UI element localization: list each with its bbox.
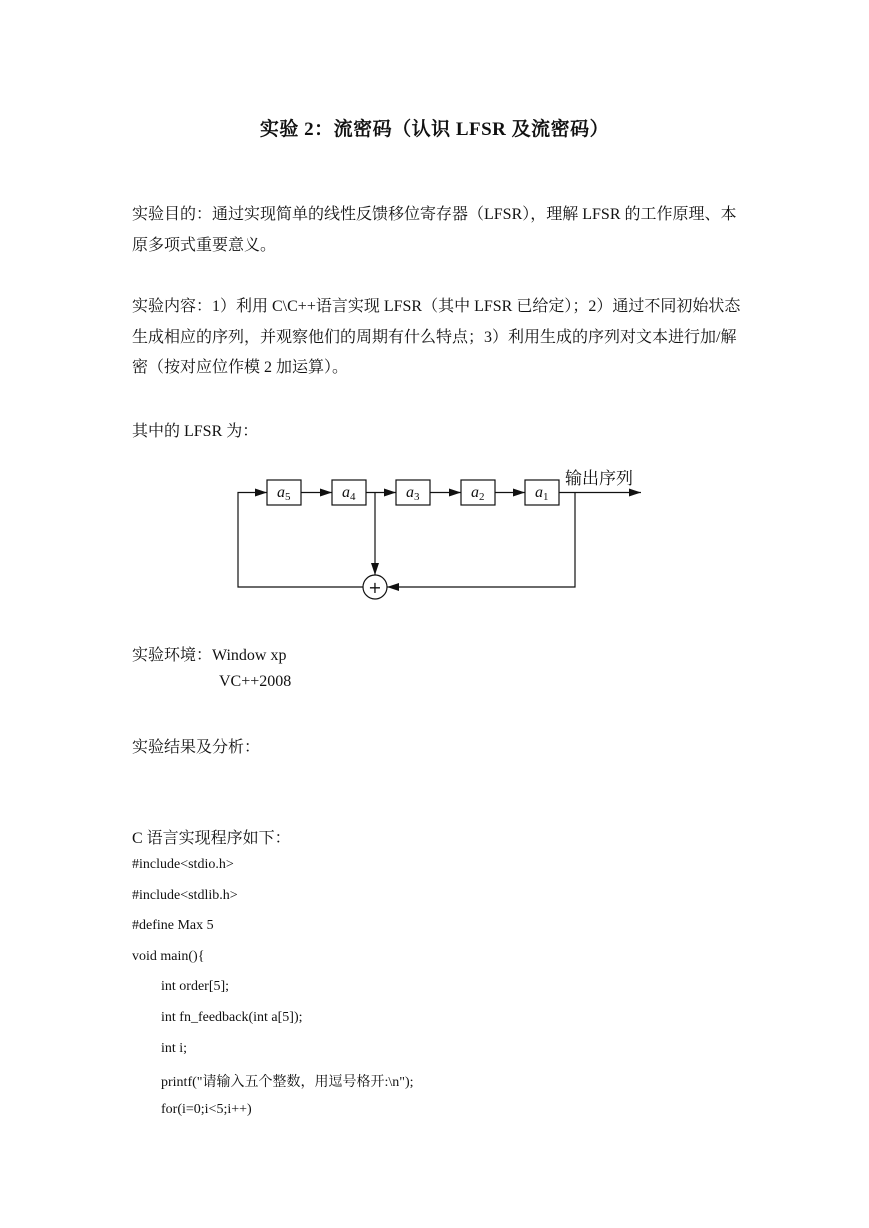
- code-line: int order[5];: [161, 979, 230, 994]
- content-paragraph: 实验内容：1）利用 C\C++语言实现 LFSR（其中 LFSR 已给定）；2）通过不同初始状态生成相应的序列，并观察他们的周期有什么特点；3）利用生成的序列对文本进行加/解密（按对应位作模 2 加运算）。: [132, 298, 741, 376]
- code-line: void main(){: [132, 949, 205, 964]
- xor-symbol: +: [368, 578, 382, 597]
- lfsr-intro: 其中的 LFSR 为：: [132, 423, 259, 440]
- env-label: [132, 642, 286, 665]
- tap-line-a1: [387, 493, 575, 588]
- label-a3: a3: [406, 484, 420, 503]
- env-ide: VC++2008: [219, 673, 292, 690]
- code-line: #define Max 5: [132, 918, 214, 933]
- code-intro: C 语言实现程序如下：: [132, 830, 291, 847]
- label-a2: a2: [471, 484, 485, 503]
- results-heading: 实验结果及分析：: [132, 739, 261, 756]
- env-label-text: 实验环境：: [132, 647, 213, 664]
- code-line: int fn_feedback(int a[5]);: [161, 1010, 303, 1025]
- code-line: for(i=0;i<5;i++): [161, 1102, 252, 1117]
- code-line: #include<stdlib.h>: [132, 888, 238, 903]
- code-line: #include<stdio.h>: [132, 857, 234, 872]
- feedback-line: [238, 493, 375, 588]
- label-a5: a5: [277, 484, 291, 503]
- output-label: 输出序列: [565, 469, 633, 489]
- label-a4: a4: [342, 484, 356, 503]
- code-line: printf("请输入五个整数，用逗号格开:\n");: [161, 1075, 414, 1090]
- purpose-paragraph: 实验目的：通过实现简单的线性反馈移位寄存器（LFSR），理解 LFSR 的工作原理、本原多项式重要意义。: [132, 206, 737, 254]
- document-title: 实验 2：流密码（认识 LFSR 及流密码）: [259, 119, 610, 140]
- code-line: int i;: [161, 1041, 188, 1056]
- label-a1: a1: [535, 484, 549, 503]
- env-os: Window xp: [212, 647, 287, 664]
